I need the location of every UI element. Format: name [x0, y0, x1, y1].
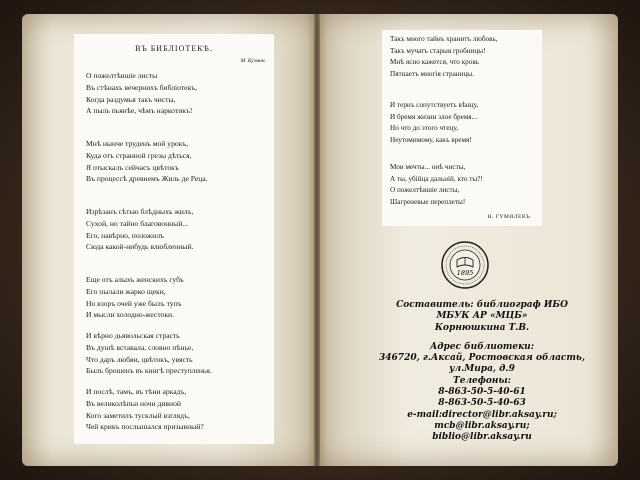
compiler-line: Составитель: библиограф ИБО — [396, 300, 568, 310]
poem-line: Куда отъ странной грезы дѣться, — [86, 150, 192, 160]
poem-line: О пожелтѣвшіе листы, — [390, 186, 460, 195]
poem-line: А пыль пьянѣе, чѣмъ наркотикъ! — [86, 106, 193, 116]
poem-line: Сухой, но тайно благовонный... — [86, 218, 189, 228]
stanza-3 — [86, 206, 272, 253]
poem-line: Когда раздумья такъ чисты, — [86, 94, 176, 104]
stanza-7 — [390, 34, 540, 80]
address-heading: Адрес библиотеки: — [429, 341, 535, 352]
poem-author: М. Кузмин. — [240, 58, 266, 64]
address-line: 346720, г.Аксай, Ростовская область, — [379, 353, 585, 364]
poem-signature: Н. ГУМИЛЕВЪ. — [487, 214, 532, 220]
stanza-4 — [86, 274, 272, 321]
poem-line: Такъ мучатъ старыя гробницы! — [390, 46, 486, 55]
email-line: e-mail:director@libr.aksay.ru; — [407, 409, 557, 420]
poem-line: Я отыскалъ сейчасъ цвѣтокъ — [86, 162, 179, 172]
poem-line: И мысли холодно-жестоки. — [86, 310, 174, 320]
book-spine — [314, 14, 320, 466]
poem-line: Изрѣзанъ сѣтью блѣдныхъ жилъ, — [86, 207, 194, 216]
poem-line: Въ великолѣпьи ночи дивной — [86, 398, 181, 408]
stanza-1 — [86, 70, 272, 117]
compiler-name: Корнюшкина Т.В. — [434, 322, 530, 333]
address-line: ул.Мира, д.9 — [449, 364, 515, 375]
poem-line: Неутомимому, какъ время! — [390, 135, 472, 144]
poem-title: ВЪ БИБЛІОТЕКѢ. — [135, 44, 213, 53]
poem-scan-right — [382, 30, 542, 226]
poem-line: Кого заметилъ тусклый взглядъ, — [86, 410, 190, 420]
poem-scan-left — [74, 34, 274, 444]
library-emblem-icon — [440, 240, 490, 290]
poem-line: О пожелтѣвшіе листы — [86, 71, 158, 80]
poem-line: И бремя жизни злое бремя... — [390, 112, 478, 121]
phone-number: 8-863-50-5-40-63 — [438, 398, 526, 409]
poem-line: И тернъ сопутствуетъ вѣнцу, — [390, 101, 479, 109]
poem-line: Но взоръ очей уже былъ тупъ — [86, 298, 182, 308]
poem-line: Былъ брошенъ въ книгѣ преступленья. — [86, 366, 212, 376]
email-line: mcb@libr.aksay.ru; — [434, 420, 530, 431]
poem-line: Еще отъ алыхъ женскихъ губъ — [86, 275, 184, 284]
poem-line: Что даръ любви, цвѣтокъ, увясть — [86, 354, 193, 364]
poem-line: Въ стѣнахъ вечернихъ библіотекъ, — [86, 82, 198, 92]
poem-line: Въ душѣ вставала, словно пѣнье, — [86, 342, 194, 352]
poem-line: Но что до этого чтецу, — [390, 124, 459, 133]
poem-line: Мнѣ нынче труденъ мой урокъ, — [86, 139, 189, 148]
poem-line: Его пылали жарко щеки, — [86, 286, 166, 296]
emblem-year: 1895 — [456, 269, 474, 277]
poem-line: Шагреневые переплеты! — [390, 197, 466, 206]
poem-line: Сюда какой-нибудь влюбленный. — [86, 242, 194, 252]
poem-line: Пятнаетъ многія страницы. — [390, 69, 474, 78]
poem-line: Чей крикъ послышался призывный? — [86, 422, 204, 432]
poem-line: И вѣрно дьявольская страсть — [86, 331, 180, 340]
poem-line: Его, навѣрно, положилъ — [86, 230, 164, 240]
poem-line: А ты, убійца дальній, кто ты?! — [390, 174, 483, 183]
stanza-2 — [86, 138, 272, 185]
email-line: biblio@libr.aksay.ru — [432, 432, 532, 443]
stanza-6 — [86, 386, 272, 433]
poem-line: Мнѣ ясно кажется, что кровь — [390, 58, 480, 67]
poem-line: Мои мечты... онѣ чисты, — [390, 163, 466, 171]
phones-heading: Телефоны: — [453, 375, 511, 386]
stanza-9 — [390, 162, 540, 208]
stanza-5 — [86, 330, 272, 377]
poem-line: И послѣ, тамъ, въ тѣни аркадъ, — [86, 387, 187, 396]
library-info — [362, 300, 602, 444]
organization-line: МБУК АР «МЦБ» — [436, 311, 528, 322]
poem-line: Въ процессѣ древнемъ Жиль де Реца. — [86, 174, 208, 184]
poem-line: Такъ много тайнъ хранитъ любовь, — [390, 35, 498, 43]
stanza-8 — [390, 100, 540, 146]
phone-number: 8-863-50-5-40-61 — [438, 387, 526, 398]
